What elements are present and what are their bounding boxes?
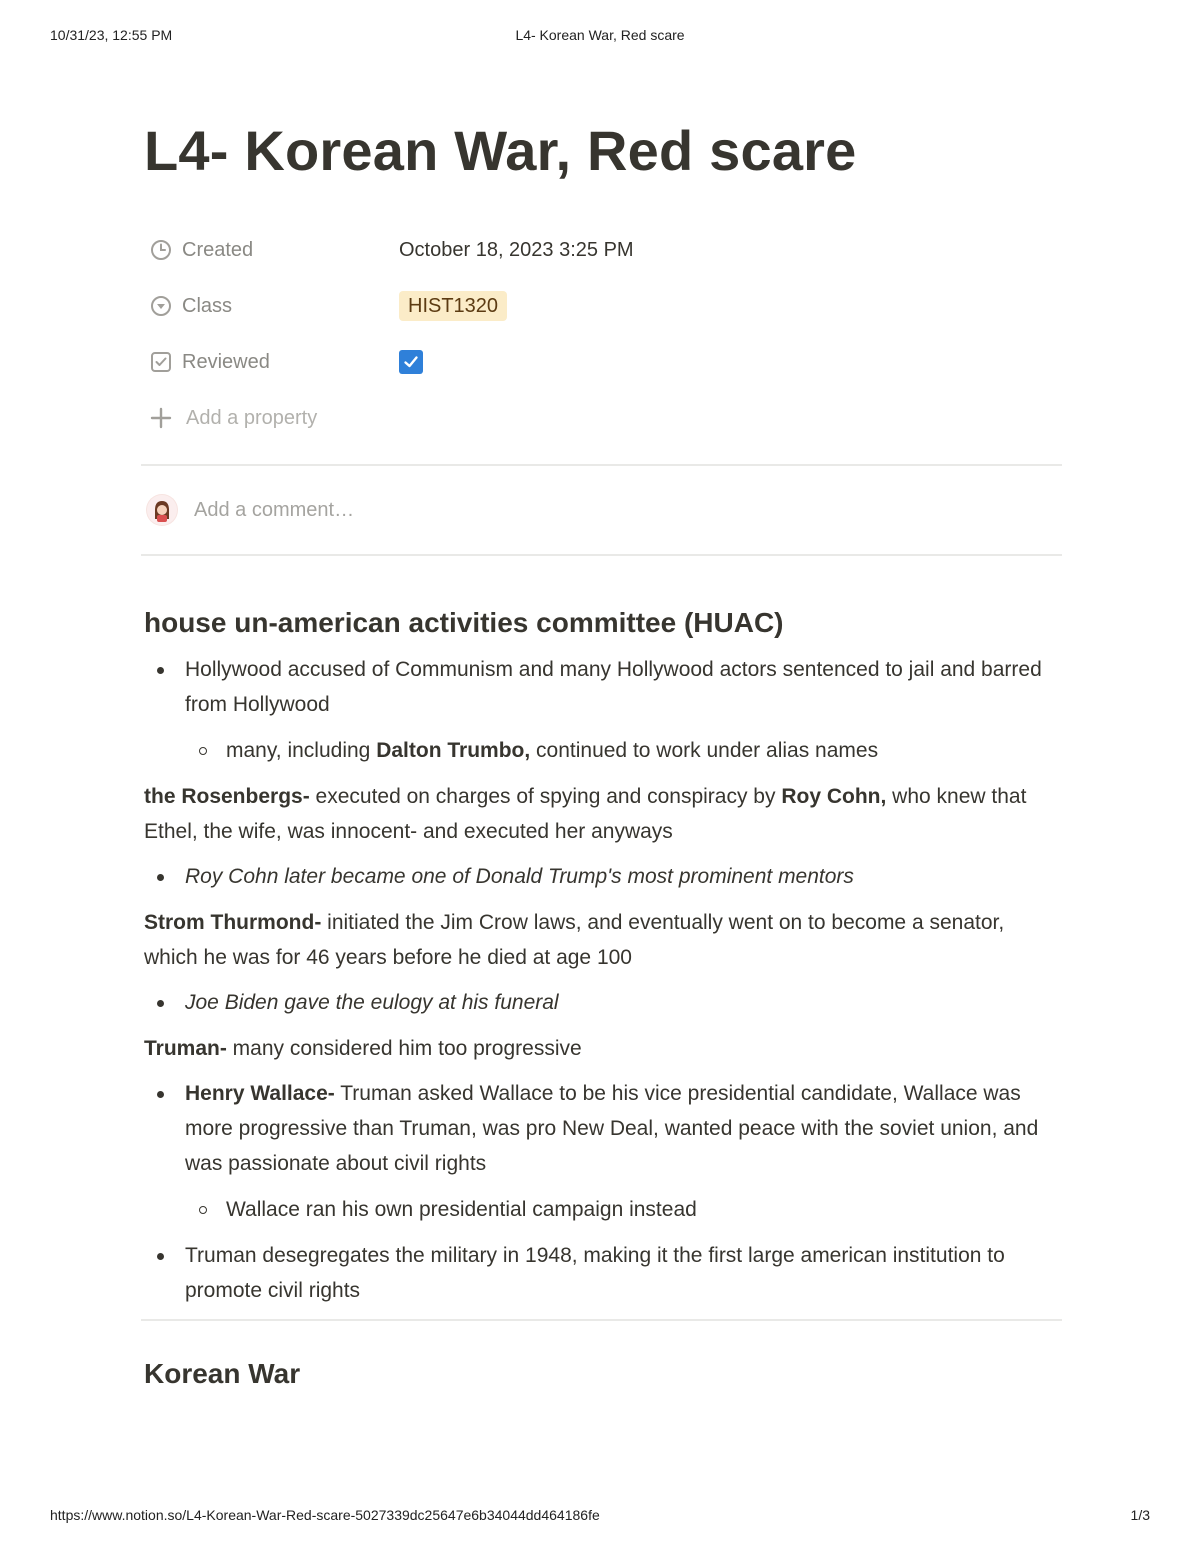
list-item: Roy Cohn later became one of Donald Trump's most prominent mentors [144,859,1060,894]
add-property-button[interactable] [144,390,1060,446]
list-item: Truman desegregates the military in 1948, making it the first large american institution to promote civil rights [144,1238,1060,1308]
property-reviewed-label: Reviewed [182,350,270,373]
property-reviewed[interactable] [144,334,1060,390]
page-content [144,606,1060,1391]
add-property-label: Add a property [186,406,318,429]
property-created-value: October 18, 2023 3:25 PM [399,238,634,261]
paragraph: Strom Thurmond- initiated the Jim Crow laws, and eventually went on to become a senator, which he was for 46 years before he died at age 100 [144,911,1005,969]
list-item: Wallace ran his own presidential campaign instead [144,1192,1060,1227]
checkbox-property-icon [149,350,173,374]
comment-box[interactable] [144,466,1060,554]
heading-korean-war: Korean War [144,1358,301,1389]
paragraph: Truman- many considered him too progressive [144,1037,582,1060]
properties-panel [144,222,1060,446]
comment-placeholder: Add a comment… [194,498,355,521]
print-header [50,27,1150,47]
list-item: Joe Biden gave the eulogy at his funeral [144,985,1060,1020]
divider [141,554,1062,556]
property-class[interactable] [144,278,1060,334]
reviewed-checkbox[interactable] [399,350,423,374]
print-footer [50,1507,1150,1527]
paragraph: the Rosenbergs- executed on charges of spying and conspiracy by Roy Cohn, who knew that Ethel, the wife, was innocent- and executed her anyways [144,785,1027,843]
select-icon [149,294,173,318]
heading-huac: house un-american activities committee (HUAC) [144,607,784,638]
clock-icon [149,238,173,262]
checkmark-icon [402,353,420,371]
divider [141,1319,1062,1321]
property-class-label: Class [182,294,233,317]
property-created[interactable] [144,222,1060,278]
property-created-label: Created [182,238,254,261]
list-item: Hollywood accused of Communism and many Hollywood actors sentenced to jail and barred from Hollywood [144,652,1060,722]
page-title[interactable]: L4- Korean War, Red scare [144,119,857,182]
class-tag[interactable]: HIST1320 [399,291,507,321]
print-datetime: 10/31/23, 12:55 PM [50,27,173,43]
list-item: Henry Wallace- Truman asked Wallace to be his vice presidential candidate, Wallace was more progressive than Truman, was pro New Deal, wanted peace with the soviet union, and was passionate about civil rights [144,1076,1060,1181]
plus-icon [149,406,173,430]
list-item: many, including Dalton Trumbo, continued to work under alias names [144,733,1060,768]
avatar [146,494,178,526]
print-doc-title: L4- Korean War, Red scare [515,27,685,43]
print-page-number: 1/3 [1130,1507,1150,1523]
print-url: https://www.notion.so/L4-Korean-War-Red-scare-5027339dc25647e6b34044dd464186fe [50,1507,600,1523]
notion-page [144,118,1060,1391]
